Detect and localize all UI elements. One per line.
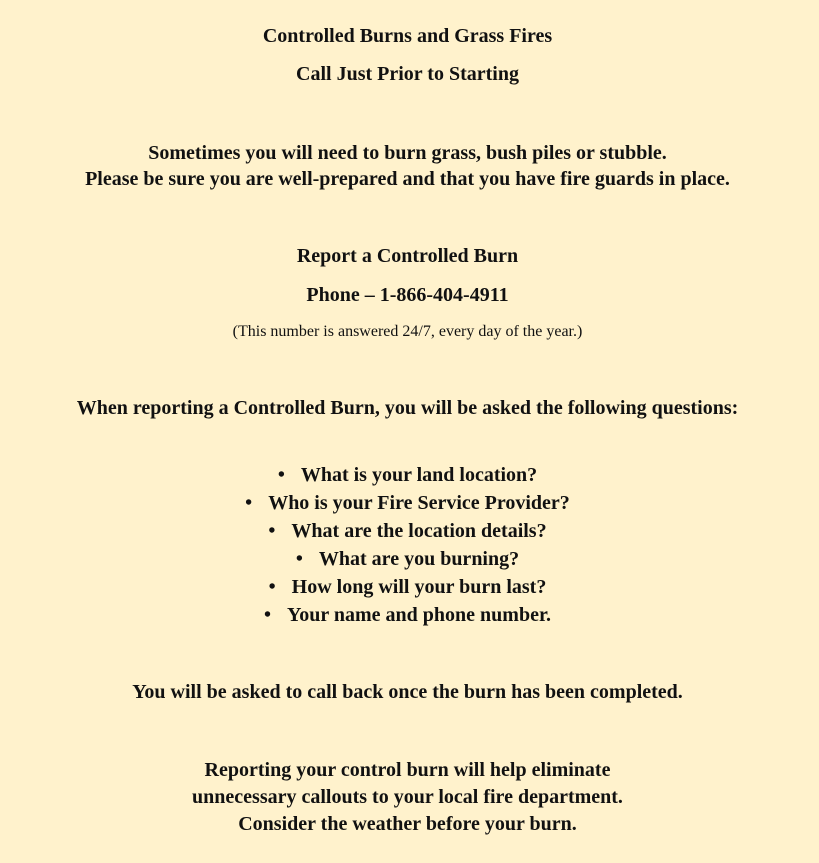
list-item-text: Your name and phone number. [287,604,551,626]
intro-line-1: Sometimes you will need to burn grass, bush piles or stubble. [148,142,667,164]
intro-line-2: Please be sure you are well-prepared and that you have fire guards in place. [85,168,730,190]
list-item [0,517,815,545]
bullet-icon: • [245,492,253,514]
list-item-text: Who is your Fire Service Provider? [268,492,570,514]
list-item [0,461,815,489]
bullet-icon: • [264,604,272,626]
list-item-text: What are the location details? [291,520,547,542]
callback-note: You will be asked to call back once the burn has been completed. [132,681,683,703]
questions-list [0,461,815,629]
list-item-text: How long will your burn last? [291,576,547,598]
questions-intro: When reporting a Controlled Burn, you will be asked the following questions: [76,397,739,419]
list-item-text: What is your land location? [300,464,538,486]
report-phone: Phone – 1-866-404-4911 [306,284,509,306]
closing-line-2: unnecessary callouts to your local fire department. [192,786,623,808]
report-heading: Report a Controlled Burn [296,245,519,267]
bullet-icon: • [295,548,303,570]
bullet-icon: • [268,520,276,542]
list-item [0,545,815,573]
list-item [0,489,815,517]
closing-line-1: Reporting your control burn will help eliminate [204,759,611,781]
page-title: Controlled Burns and Grass Fires [262,25,553,47]
report-note: (This number is answered 24/7, every day of the year.) [232,323,583,340]
bullet-icon: • [277,464,285,486]
list-item-text: What are you burning? [318,548,520,570]
bullet-icon: • [268,576,276,598]
list-item [0,601,815,629]
list-item [0,573,815,601]
closing-line-3: Consider the weather before your burn. [238,813,577,835]
page-subtitle: Call Just Prior to Starting [296,63,519,85]
